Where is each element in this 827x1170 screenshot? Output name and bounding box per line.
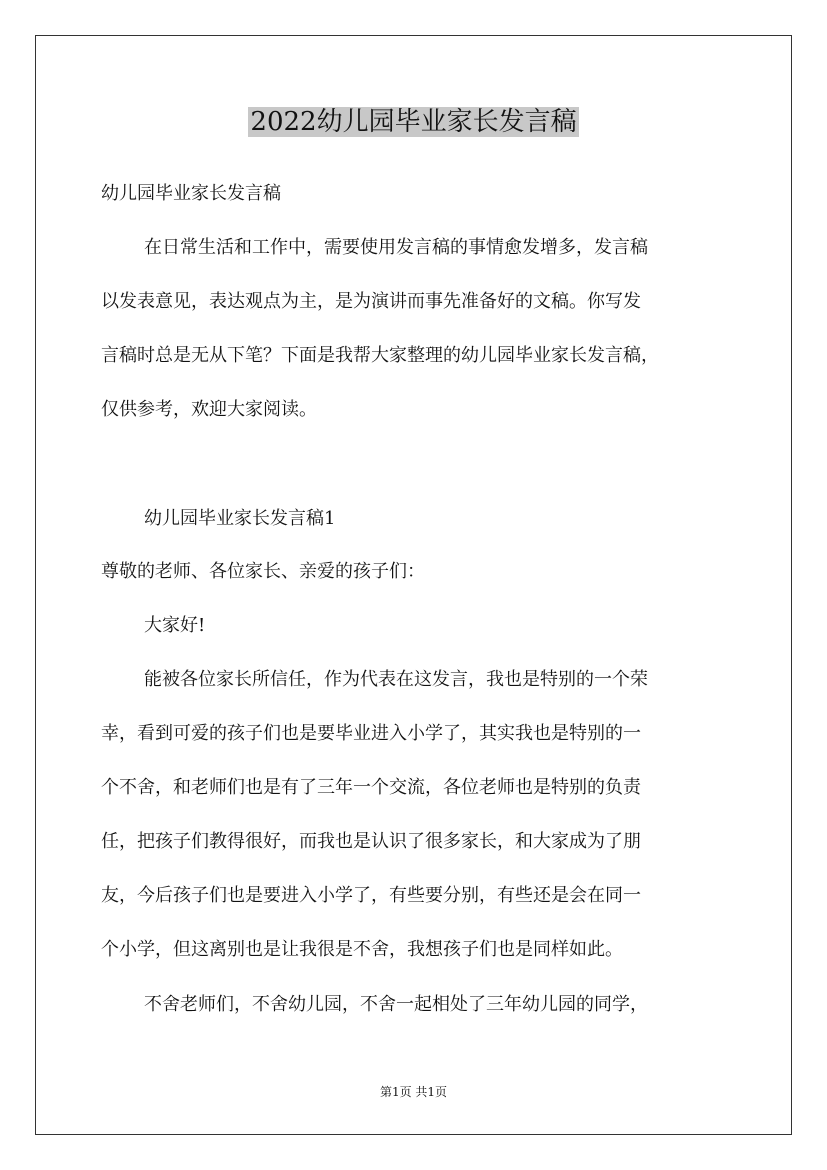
greeting: 大家好! <box>144 615 206 636</box>
paragraph-line: 幸，看到可爱的孩子们也是要毕业进入小学了，其实我也是特别的一 <box>101 723 641 744</box>
section-heading: 幼儿园毕业家长发言稿1 <box>144 508 336 529</box>
intro-line: 以发表意见，表达观点为主，是为演讲而事先准备好的文稿。你写发 <box>101 291 641 312</box>
subtitle: 幼儿园毕业家长发言稿 <box>101 183 281 204</box>
paragraph-line: 友，今后孩子们也是要进入小学了，有些要分别，有些还是会在同一 <box>101 885 641 906</box>
paragraph-line: 个不舍，和老师们也是有了三年一个交流，各位老师也是特别的负责 <box>101 777 641 798</box>
salutation: 尊敬的老师、各位家长、亲爱的孩子们： <box>101 561 425 582</box>
document-title-text: 2022幼儿园毕业家长发言稿 <box>250 107 577 137</box>
paragraph-line: 任，把孩子们教得很好，而我也是认识了很多家长，和大家成为了朋 <box>101 831 641 852</box>
intro-line: 仅供参考，欢迎大家阅读。 <box>101 399 317 420</box>
paragraph-line: 能被各位家长所信任，作为代表在这发言，我也是特别的一个荣 <box>144 669 648 690</box>
paragraph-line: 个小学，但这离别也是让我很是不舍，我想孩子们也是同样如此。 <box>101 939 623 960</box>
intro-line: 言稿时总是无从下笔？下面是我帮大家整理的幼儿园毕业家长发言稿， <box>101 345 659 366</box>
document-title <box>0 102 827 142</box>
intro-line: 在日常生活和工作中，需要使用发言稿的事情愈发增多，发言稿 <box>144 237 648 258</box>
paragraph-line: 不舍老师们，不舍幼儿园，不舍一起相处了三年幼儿园的同学， <box>144 994 648 1015</box>
page-footer: 第1页 共1页 <box>379 1085 448 1099</box>
